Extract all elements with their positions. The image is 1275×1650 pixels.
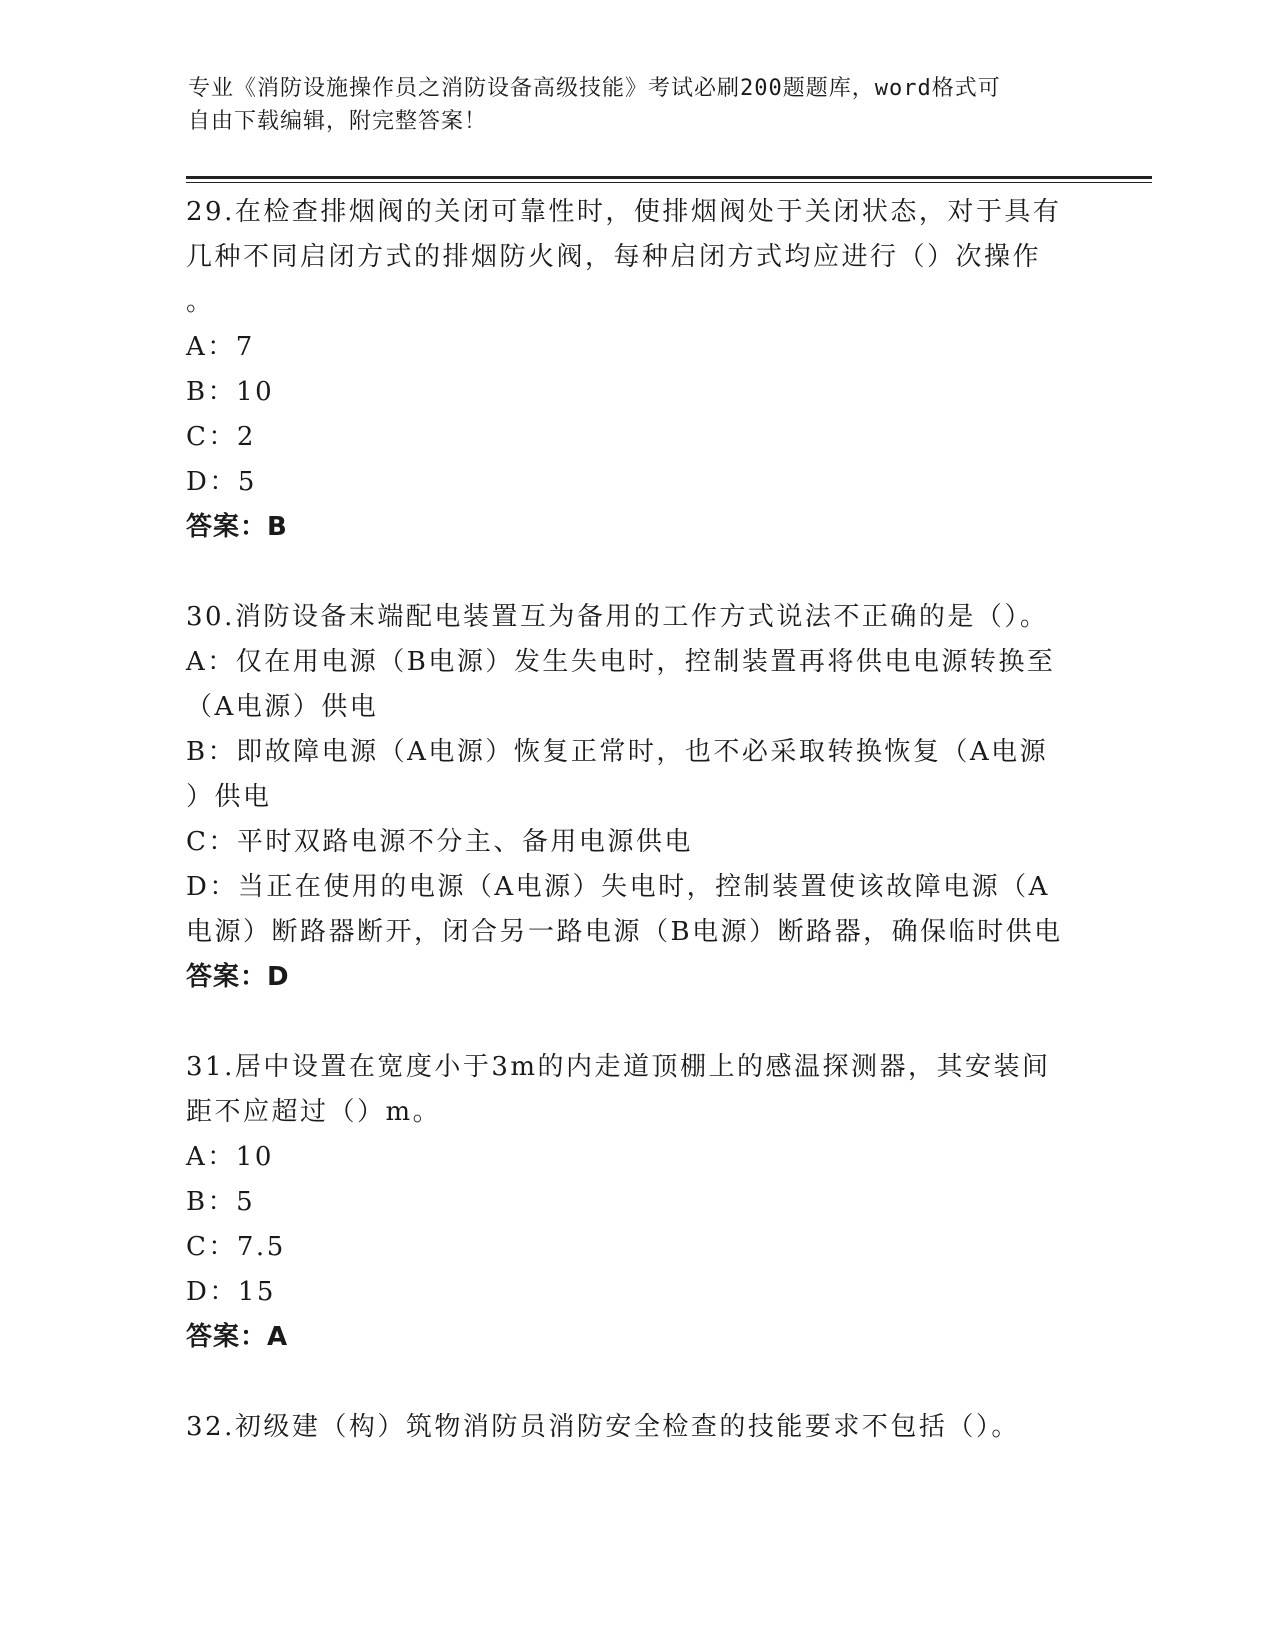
header-line-1: 专业《消防设施操作员之消防设备高级技能》考试必刷200题题库，word格式可 — [188, 76, 1001, 101]
option-d-continued: 电源）断路器断开，闭合另一路电源（B电源）断路器，确保临时供电 — [186, 917, 1063, 947]
question-list — [186, 190, 1086, 1450]
question-text-line: 32.初级建（构）筑物消防员消防安全检查的技能要求不包括（）。 — [186, 1412, 1020, 1442]
option-d: D：当正在使用的电源（A电源）失电时，控制装置使该故障电源（A — [186, 872, 1050, 902]
answer-line: 答案：D — [186, 962, 290, 992]
question-text-line: 几种不同启闭方式的排烟防火阀，每种启闭方式均应进行（）次操作 — [186, 242, 1042, 272]
header-divider-thin — [186, 182, 1152, 183]
question-text-line: 距不应超过（）m。 — [186, 1097, 442, 1127]
spacer — [186, 1000, 1086, 1045]
header-divider-thick — [186, 176, 1152, 179]
option-d: D：5 — [186, 467, 257, 497]
question-text-line: 。 — [186, 287, 215, 317]
header-line-2: 自由下载编辑，附完整答案！ — [188, 109, 488, 134]
question-30 — [186, 595, 1086, 1000]
option-b: B：即故障电源（A电源）恢复正常时，也不必采取转换恢复（A电源 — [186, 737, 1049, 767]
option-b: B：10 — [186, 377, 275, 407]
question-text-line: 31.居中设置在宽度小于3m的内走道顶棚上的感温探测器，其安装间 — [186, 1052, 1051, 1082]
option-a: A：7 — [186, 332, 255, 362]
option-c: C：2 — [186, 422, 256, 452]
option-d: D：15 — [186, 1277, 276, 1307]
answer-line: 答案：B — [186, 512, 288, 542]
option-c: C：7.5 — [186, 1232, 286, 1262]
option-b: B：5 — [186, 1187, 256, 1217]
question-32 — [186, 1405, 1086, 1450]
option-c: C：平时双路电源不分主、备用电源供电 — [186, 827, 693, 857]
option-b-continued: ）供电 — [186, 782, 272, 812]
spacer — [186, 550, 1086, 595]
question-text-line: 29.在检查排烟阀的关闭可靠性时，使排烟阀处于关闭状态，对于具有 — [186, 197, 1062, 227]
option-a: A：10 — [186, 1142, 274, 1172]
question-31 — [186, 1045, 1086, 1360]
spacer — [186, 1360, 1086, 1405]
document-header — [188, 72, 1068, 138]
question-text-line: 30.消防设备末端配电装置互为备用的工作方式说法不正确的是（）。 — [186, 602, 1049, 632]
option-a-continued: （A电源）供电 — [186, 692, 379, 722]
question-29 — [186, 190, 1086, 550]
answer-line: 答案：A — [186, 1322, 289, 1352]
option-a: A：仅在用电源（B电源）发生失电时，控制装置再将供电电源转换至 — [186, 647, 1056, 677]
